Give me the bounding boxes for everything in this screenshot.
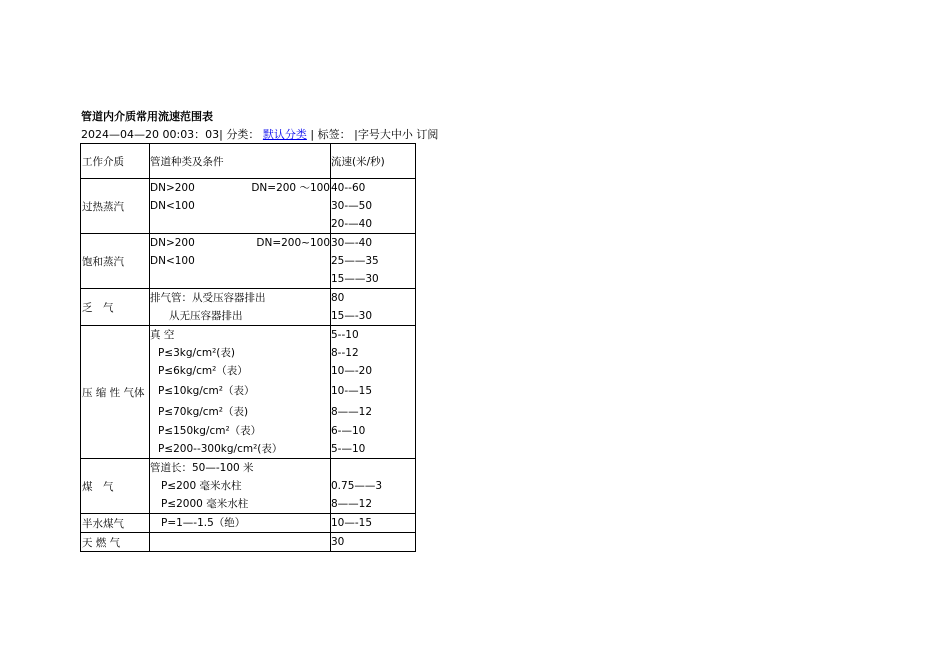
speed-cell <box>331 326 416 459</box>
pipe-line: P≤10kg/cm²（表） <box>158 385 255 397</box>
pipe-note: DN=200 ～100 <box>251 182 330 194</box>
meta-separator: | <box>310 128 315 141</box>
pipe-line: DN>200 <box>150 182 195 194</box>
pipe-line: P≤3kg/cm²(表) <box>158 347 235 359</box>
medium-cell: 饱和蒸汽 <box>81 234 150 289</box>
speed-cell <box>331 514 416 533</box>
speed-line: 10—-20 <box>331 365 373 377</box>
table-row <box>81 179 416 234</box>
category-link[interactable]: 默认分类 <box>262 128 307 141</box>
medium-cell: 过热蒸汽 <box>81 179 150 234</box>
pipe-line: P=1—-1.5（绝） <box>161 517 246 529</box>
speed-line: 15—-30 <box>331 310 373 322</box>
table-row <box>81 234 416 289</box>
pipe-cell <box>150 234 331 289</box>
pipe-line: P≤2000 毫米水柱 <box>161 498 249 510</box>
speed-line: 40--60 <box>331 182 366 194</box>
table-header-row <box>81 144 416 179</box>
pipe-line: 真 空 <box>150 329 175 341</box>
table-row <box>81 514 416 533</box>
table-row <box>81 326 416 459</box>
speed-line: 20-—40 <box>331 218 373 230</box>
subscribe-link[interactable]: 订阅 <box>416 128 439 141</box>
pipe-line <box>150 533 330 551</box>
speed-line: 15——30 <box>331 273 379 285</box>
speed-line: 30—-40 <box>331 237 373 249</box>
speed-line: 5--10 <box>331 329 359 341</box>
pipe-line: P≤6kg/cm²（表） <box>158 365 248 377</box>
table-row <box>81 289 416 326</box>
speed-line: 8--12 <box>331 347 359 359</box>
pipe-cell <box>150 514 331 533</box>
pipe-line: DN>200 <box>150 237 195 249</box>
pipe-line: 管道长：50—-100 米 <box>150 462 254 474</box>
tags-label: 标签： <box>317 128 351 141</box>
pipe-line: P≤200--300kg/cm²(表） <box>158 443 283 455</box>
table-row <box>81 459 416 514</box>
speed-line: 10—-15 <box>331 517 373 529</box>
medium-cell: 天 燃 气 <box>81 533 150 552</box>
pipe-note: DN=200~100 <box>256 237 330 249</box>
pipe-cell <box>150 459 331 514</box>
category-label: 分类： <box>226 128 260 141</box>
speed-cell <box>331 179 416 234</box>
page-title: 管道内介质常用流速范围表 <box>81 110 213 123</box>
speed-line: 6-—10 <box>331 425 366 437</box>
speed-line: 0.75——3 <box>331 480 383 492</box>
medium-cell: 压 缩 性 气体 <box>81 326 150 459</box>
speed-line: 30 <box>331 536 345 548</box>
medium-cell: 煤 气 <box>81 459 150 514</box>
pipe-line: P≤70kg/cm²（表) <box>158 406 249 418</box>
speed-line: 30-—50 <box>331 200 373 212</box>
pipe-line: P≤200 毫米水柱 <box>161 480 242 492</box>
flow-speed-table <box>80 143 416 552</box>
speed-cell <box>331 234 416 289</box>
table-row <box>81 533 416 552</box>
header-pipe: 管道种类及条件 <box>150 144 331 179</box>
pipe-cell <box>150 533 331 552</box>
post-datetime: 2024—04—20 00:03：03| <box>81 128 223 141</box>
speed-line: 8——12 <box>331 498 373 510</box>
pipe-cell <box>150 179 331 234</box>
speed-cell <box>331 533 416 552</box>
speed-cell <box>331 459 416 514</box>
speed-line: 10-—15 <box>331 385 373 397</box>
pipe-cell <box>150 289 331 326</box>
pipe-line: DN<100 <box>150 255 195 267</box>
pipe-line: 从无压容器排出 <box>169 310 243 322</box>
speed-line <box>331 459 415 477</box>
speed-line: 5-—10 <box>331 443 366 455</box>
pipe-line: 排气管：从受压容器排出 <box>150 292 266 304</box>
font-size-options[interactable]: |字号大中小 <box>354 128 413 141</box>
speed-line: 8——12 <box>331 406 373 418</box>
header-medium: 工作介质 <box>81 144 150 179</box>
speed-cell <box>331 289 416 326</box>
speed-line: 80 <box>331 292 345 304</box>
pipe-cell <box>150 326 331 459</box>
post-meta <box>81 126 438 142</box>
pipe-line: DN<100 <box>150 200 195 212</box>
header-speed: 流速(米/秒) <box>331 144 416 179</box>
speed-line: 25——35 <box>331 255 379 267</box>
pipe-line: P≤150kg/cm²（表） <box>158 425 262 437</box>
medium-cell: 半水煤气 <box>81 514 150 533</box>
medium-cell: 乏 气 <box>81 289 150 326</box>
